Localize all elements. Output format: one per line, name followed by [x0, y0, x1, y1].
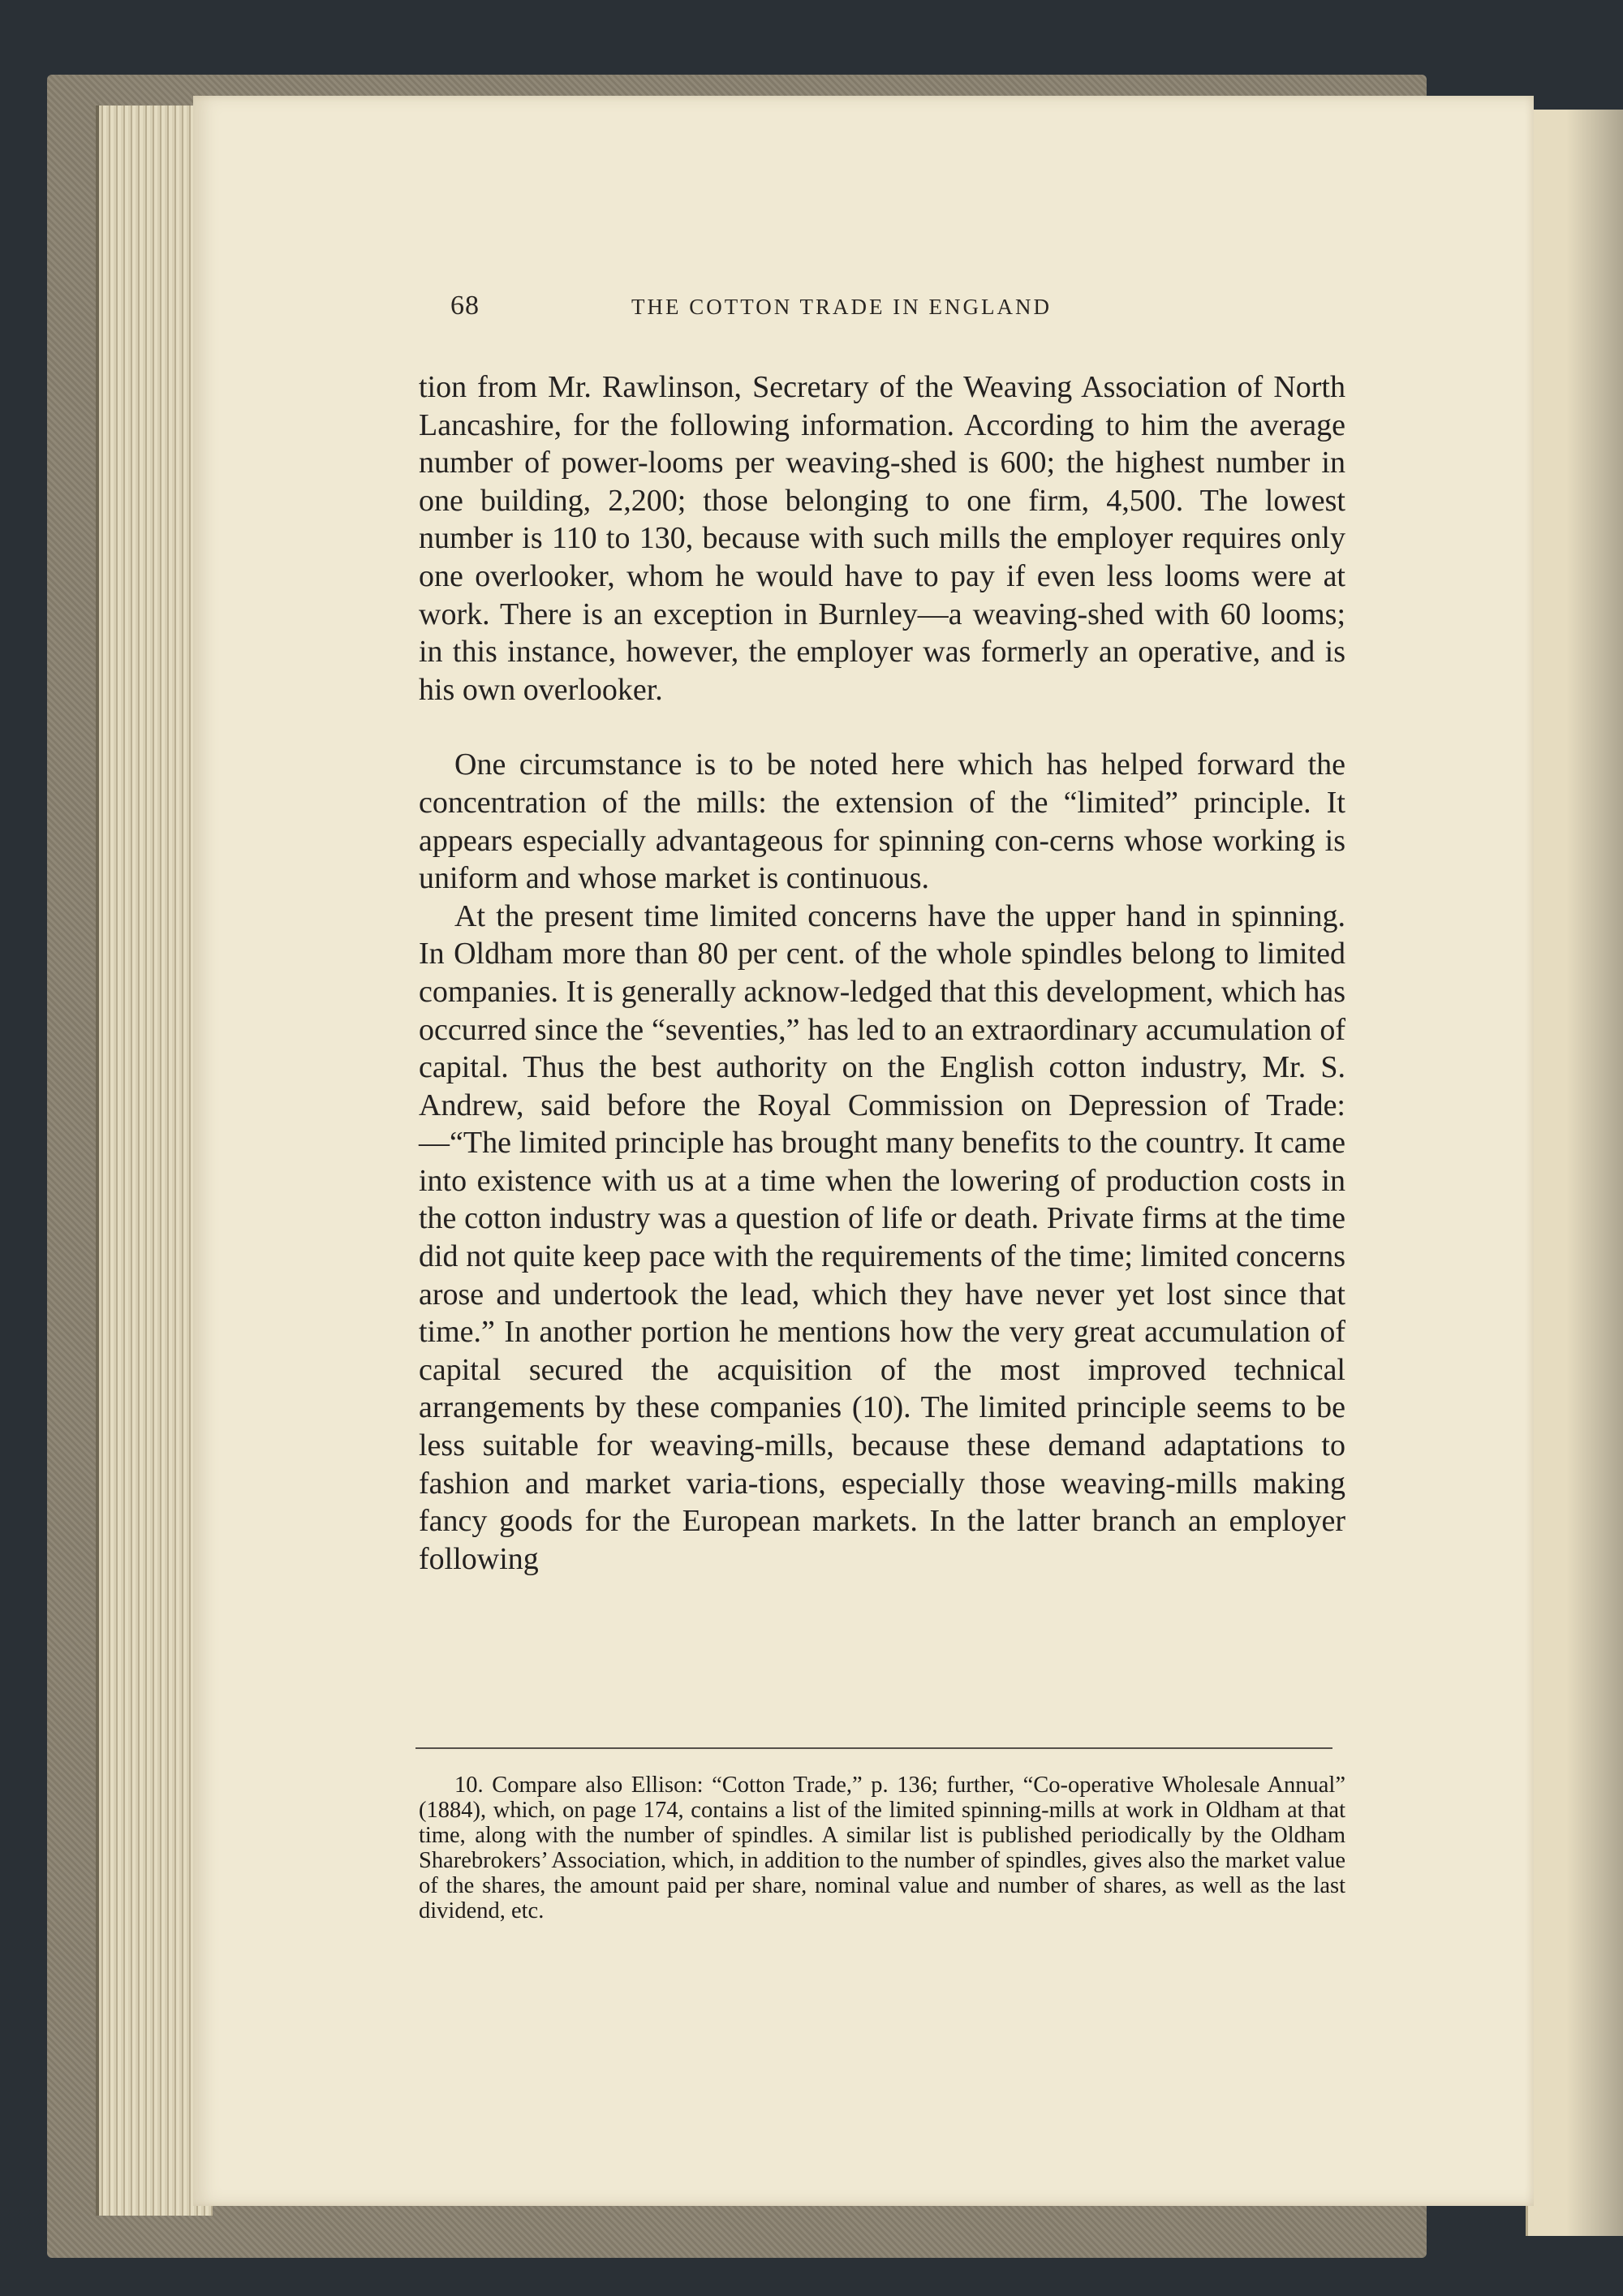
paragraph-continuation: tion from Mr. Rawlinson, Secretary of the Weaving Association of North Lancashire, for the following information. According to him the average number of power-looms per weaving-shed is 600; the highest number in one building, 2,200; those belonging to one firm, 4,500. The lowest number is 110 to 130, because with such mills the employer requires only one overlooker, whom he would have to pay if even less looms were at work. There is an exception in Burnley—a weaving-shed with 60 looms; in this instance, however, the employer was formerly an operative, and is his own overlooker. [419, 370, 1345, 707]
page-number: 68 [450, 291, 480, 321]
paragraph-limited-concerns: At the present time limited concerns have the upper hand in spinning. In Oldham more than 80 per cent. of the whole spindles belong to limited companies. It is generally acknow-ledged that this development, which has occurred since the “seventies,” has led to an extraordinary accumulation of capital. Thus the best authority on the English cotton industry, Mr. S. Andrew, said before the Royal Commission on Depression of Trade:—“The limited principle has brought many benefits to the country. It came into existence with us at a time when the lowering of production costs in the cotton industry was a question of life or death. Private firms at the time did not quite keep pace with the requirements of the time; limited concerns arose and undertook the lead, which they have never yet lost since that time.” In another portion he mentions how the very great accumulation of capital secured the acquisition of the most improved technical arrangements by these companies (10). The limited principle seems to be less suitable for weaving-mills, because these demand adaptations to fashion and market varia-tions, especially those weaving-mills making fancy goods for the European markets. In the latter branch an employer following [419, 898, 1345, 1576]
footnote-10: 10. Compare also Ellison: “Cotton Trade,” p. 136; further, “Co-operative Wholesale Annual” (1884), which, on page 174, contains a list of the limited spinning-mills at work in Oldham at that time, along with the number of spindles. A similar list is published periodically by the Oldham Sharebrokers’ Association, which, in addition to the number of spindles, gives also the market value of the shares, the amount paid per share, nominal value and number of shares, as well as the last dividend, etc. [419, 1773, 1345, 1923]
section-gap [419, 709, 1345, 746]
next-page-shadow [1566, 110, 1623, 2236]
paragraph-limited-principle: One circumstance is to be noted here which has helped forward the concentration of the mills: the extension of the “limited” principle. It appears especially advantageous for spinning con-cerns whose working is uniform and whose market is continuous. [419, 747, 1345, 896]
running-head [450, 291, 1124, 323]
main-text [419, 368, 1345, 1578]
running-title: THE COTTON TRADE IN ENGLAND [631, 295, 1052, 319]
footnote-divider [415, 1747, 1332, 1749]
